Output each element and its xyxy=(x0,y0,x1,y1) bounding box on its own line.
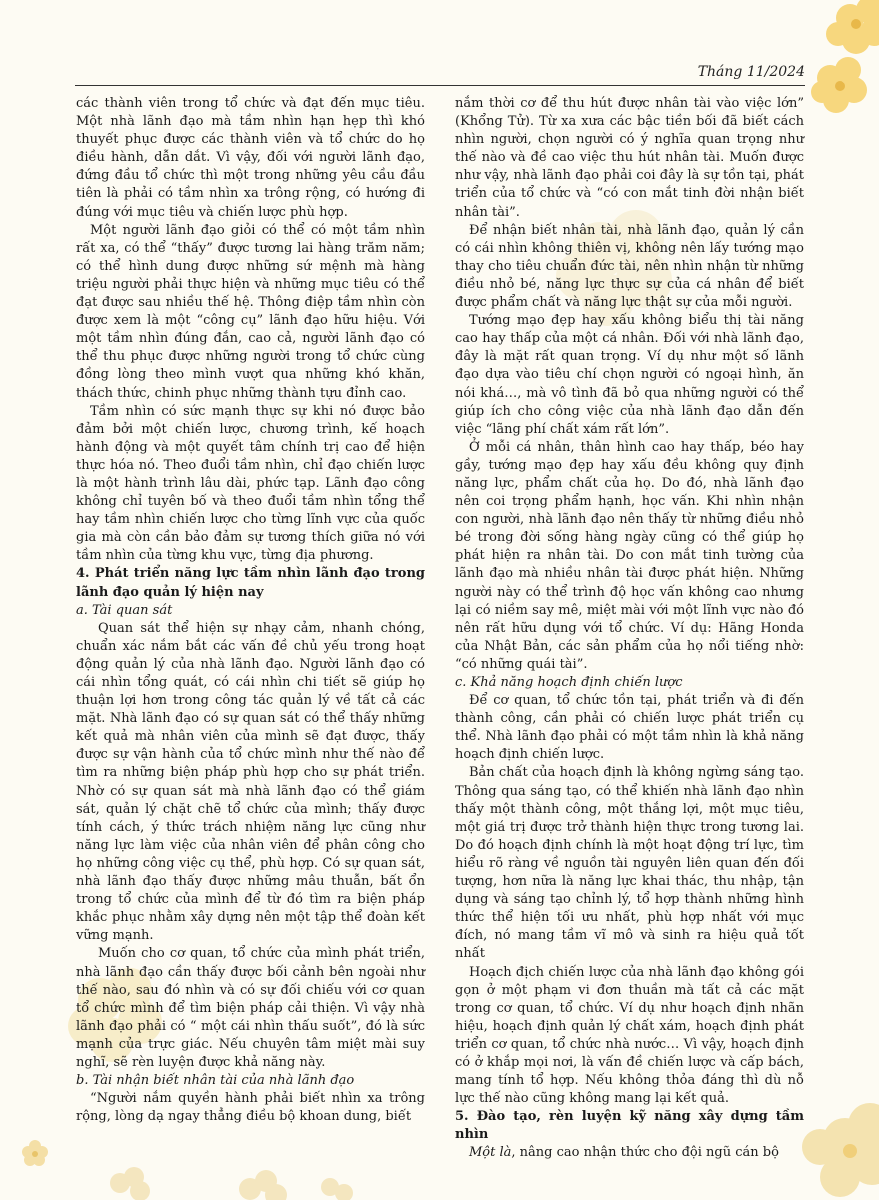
paragraph: Muốn cho cơ quan, tổ chức của mình phát triển, nhà lãnh đạo cần thấy được bối cảnh bên ngoài như thế nào, sau đó nhìn và có sự đối chiếu với cơ quan tổ chức mình để tìm biện pháp cải thiện. Vì vậy nhà lãnh đạo phải có “ một cái nhìn thấu suốt”, đó là sức mạnh của trực giác. Nếu chuyên tâm miệt mài suy nghĩ, sẽ rèn luyện được khả năng này. xyxy=(76,946,425,1070)
paragraph: Để nhận biết nhân tài, nhà lãnh đạo, quản lý cần có cái nhìn không thiên vị, không nên lấy tướng mạo thay cho tiêu chuẩn đức tài, nên nhìn nhận từ những điều nhỏ bé, năng lực thực sự của cá nhân để biết được phẩm chất và năng lực thật sự của mỗi người. xyxy=(455,222,804,311)
paragraph: Bản chất của hoạch định là không ngừng sáng tạo. Thông qua sáng tạo, có thể khiến nhà lãnh đạo nhìn thấy một thành công, một thắng lợi, một mục tiêu, một giá trị được trở thành hiện thực trong tương lai. Do đó hoạch định chính là một hoạt động trí lực, tìm hiểu rõ ràng về nguồn tài nguyên liên quan đến đối tượng, hơn nữa là năng lực khai thác, thu nhập, tận dụng và sáng tạo chỉnh lý, tổ hợp thành những hình thức thể hiện tối ưu nhất, phù hợp nhất với mục đích, nó mang tầm vĩ mô và sinh ra hiệu quả tốt nhất xyxy=(455,765,804,962)
header-divider xyxy=(75,85,805,86)
paragraph: các thành viên trong tổ chức và đạt đến mục tiêu. Một nhà lãnh đạo mà tầm nhìn hạn hẹp thì khó thuyết phục được các thành viên và tổ chức do họ điều hành, dẫn dắt. Vì vậy, đối với người lãnh đạo, đứng đầu tổ chức thì một trong những yêu cầu đầu tiên là phải có tầm nhìn xa trông rộng, có hướng đi đúng với mục tiêu và chiến lược phù hợp. xyxy=(76,96,425,220)
flower-decoration-bottom-left xyxy=(20,1138,50,1168)
issue-date: Tháng 11/2024 xyxy=(697,64,805,80)
emphasis-text: Một là xyxy=(469,1145,512,1161)
paragraph: Quan sát thể hiện sự nhạy cảm, nhanh chóng, chuẩn xác nắm bắt các vấn đề chủ yếu trong hoạt động quản lý của nhà lãnh đạo. Người lãnh đạo có cái nhìn tổng quát, có cái nhìn chi tiết sẽ giúp họ thuận lợi hơn trong công tác quản lý về tất cả các mặt. Nhà lãnh đạo có sự quan sát có thể thấy những kết quả mà nhân viên của mình sẽ đạt được, thấy được sự vận hành của tổ chức mình như thế nào để tìm ra những biện pháp phù hợp cho sự phát triển. Nhờ có sự quan sát mà nhà lãnh đạo có thể giám sát, quản lý chặt chẽ tổ chức của mình; thấy được tính cách, ý thức trách nhiệm năng lực cũng như năng lực làm việc của nhân viên để phân công cho họ những công việc cụ thể, phù hợp. Có sự quan sát, nhà lãnh đạo thấy được những mâu thuẫn, bất ổn trong tổ chức của mình để từ đó tìm ra biện pháp khắc phục nhằm xây dựng nên một tập thể đoàn kết vững mạnh. xyxy=(76,620,425,944)
paragraph-text: , nâng cao nhận thức cho đội ngũ cán bộ xyxy=(511,1145,779,1161)
paragraph: Để cơ quan, tổ chức tồn tại, phát triển và đi đến thành công, cần phải có chiến lược phát triển cụ thể. Nhà lãnh đạo phải có một tầm nhìn là khả năng hoạch định chiến lược. xyxy=(455,693,804,763)
paragraph: Tướng mạo đẹp hay xấu không biểu thị tài năng cao hay thấp của một cá nhân. Đối với nhà lãnh đạo, đây là mặt rất quan trọng. Ví dụ như một số lãnh đạo dựa vào tiêu chí chọn người có ngoại hình, ăn nói khá…, mà vô tình đã bỏ qua những người có thể giúp ích cho công việc của nhà lãnh đạo dẫn đến việc “lãng phí chất xám rất lớn”. xyxy=(455,313,804,437)
section-heading-4: 4. Phát triển năng lực tầm nhìn lãnh đạo trong lãnh đạo quản lý hiện nay xyxy=(76,566,425,600)
subheading-a: a. Tài quan sát xyxy=(76,602,173,618)
paragraph: Hoạch địch chiến lược của nhà lãnh đạo không gói gọn ở một phạm vi đơn thuần mà tất cả các mặt trong cơ quan, tổ chức. Ví dụ như hoạch định nhãn hiệu, hoạch định quản lý chất xám, hoạch định phát triển cơ quan, tổ chức nhà nước… Vì vậy, hoạch định có ở khắp mọi nơi, là vấn đề chiến lược và cấp bách, mang tính tổ hợp. Nếu không thỏa đáng thì dù nỗ lực thế nào cũng không mang lại kết quả. xyxy=(455,964,804,1107)
section-heading-5: 5. Đào tạo, rèn luyện kỹ năng xây dựng tầm nhìn xyxy=(455,1109,804,1143)
subheading-c: c. Khả năng hoạch định chiến lược xyxy=(455,675,683,690)
paragraph: nắm thời cơ để thu hút được nhân tài vào việc lớn” (Khổng Tử). Từ xa xưa các bậc tiền bối đã biết cách nhìn người, chọn người có ý nghĩa quan trọng như thế nào và đề cao việc thu hút nhân tài. Muốn được như vậy, nhà lãnh đạo phải coi đây là sự tồn tại, phát triển của tổ chức và “có con mắt tinh đời nhận biết nhân tài”. xyxy=(455,96,804,220)
paragraph xyxy=(455,1144,804,1162)
paragraph: Ở mỗi cá nhân, thân hình cao hay thấp, béo hay gầy, tướng mạo đẹp hay xấu đều không quy định năng lực, phẩm chất của họ. Do đó, nhà lãnh đạo nên coi trọng phẩm hạnh, học vấn. Khi nhìn nhận con người, nhà lãnh đạo nên thấy từ những điều nhỏ bé trong đời sống hàng ngày cũng có thể giúp họ phát hiện ra nhân tài. Do con mắt tinh tường của lãnh đạo mà nhiều nhân tài được phát hiện. Những người này có thể trình độ học vấn không cao nhưng lại có niềm say mê, miệt mài với một lĩnh vực nào đó nên rất hữu dụng với tổ chức. Ví dụ: Hãng Honda của Nhật Bản, các sản phẩm của họ nổi tiếng nhờ: “có những quái tài”. xyxy=(455,439,804,672)
right-column xyxy=(455,95,804,1163)
paragraph: Tầm nhìn có sức mạnh thực sự khi nó được bảo đảm bởi một chiến lược, chương trình, kế hoạch hành động và một quyết tâm chính trị cao để hiện thực hóa nó. Theo đuổi tầm nhìn, chỉ đạo chiến lược là một hành trình lâu dài, phức tạp. Lãnh đạo công không chỉ tuyên bố và theo đuổi tầm nhìn tổng thể hay tầm nhìn chiến lược cho từng lĩnh vực của quốc gia mà còn cần bảo đảm sự tương thích giữa nó với tầm nhìn của từng khu vực, từng địa phương. xyxy=(76,403,425,564)
paragraph: Một người lãnh đạo giỏi có thể có một tầm nhìn rất xa, có thể “thấy” được tương lai hàng trăm năm; có thể hình dung được những sứ mệnh mà hàng triệu người phải thực hiện và những mục tiêu có thể đạt được sau nhiều thế hệ. Thông điệp tầm nhìn còn được xem là một “công cụ” lãnh đạo hữu hiệu. Với một tầm nhìn đúng đắn, cao cả, người lãnh đạo có thể thu phục được những người trong tổ chức cùng đồng lòng theo mình vượt qua những khó khăn, thách thức, chinh phục những thành tựu đỉnh cao. xyxy=(76,222,425,401)
paragraph: “Người nắm quyền hành phải biết nhìn xa trông rộng, lòng dạ ngay thẳng điều bộ khoan dung, biết xyxy=(76,1091,425,1125)
flower-decoration-bottom-center xyxy=(100,1165,360,1200)
left-column xyxy=(76,95,425,1126)
subheading-b: b. Tài nhận biết nhân tài của nhà lãnh đạo xyxy=(76,1073,355,1089)
